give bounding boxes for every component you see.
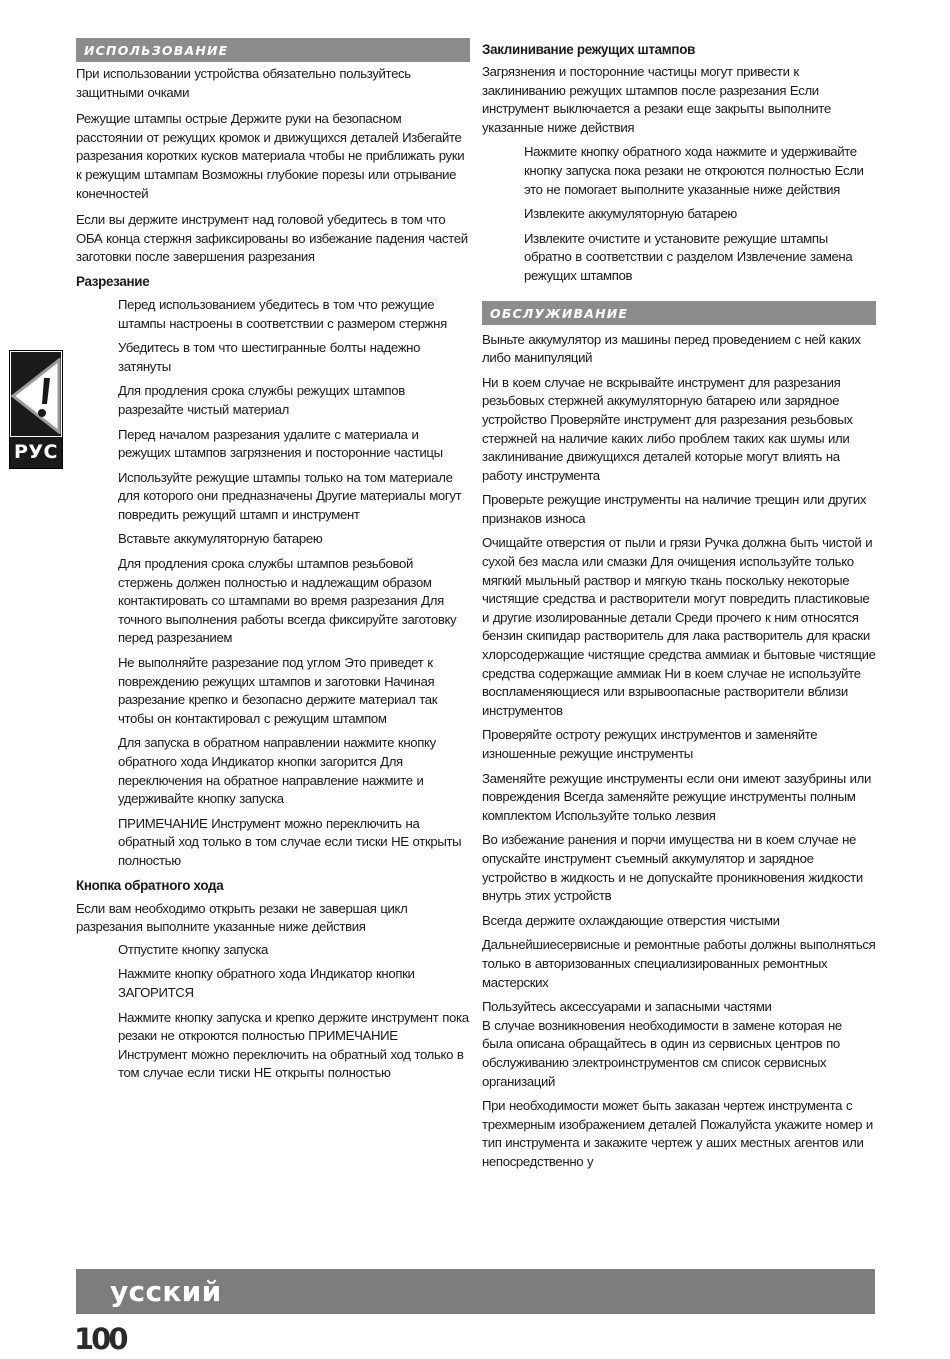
jam-step: Извлеките очистите и установите режущие штампы обратно в соответствии с разделом Извлечение замена режущих штампов — [524, 230, 853, 283]
footer-language-bar — [76, 1269, 875, 1314]
page-number: 100 — [74, 1322, 126, 1356]
maintenance-paragraph: Заменяйте режущие инструменты если они имеют зазубрины или повреждения Всегда заменяйте режущие инструменты полным комплектом Используйте только лезвия — [482, 770, 872, 823]
maintenance-paragraph: Выньте аккумулятор из машины перед проведением с ней каких либо манипуляций — [482, 331, 861, 366]
language-label: РУС — [10, 437, 62, 468]
right-column — [482, 38, 876, 1179]
jam-step: Извлеките аккумуляторную батарею — [524, 206, 737, 222]
jam-step: Нажмите кнопку обратного хода нажмите и удерживайте кнопку запуска пока резаки не откроются полностью Если это не помогает выполните указанные ниже действия — [524, 144, 864, 197]
cutting-step: Не выполняйте разрезание под углом Это приведет к повреждению режущих штампов и заготовки Начиная разрезание крепко и безопасно держите материал так чтобы он контактировал с режущим штампом — [118, 655, 438, 726]
maintenance-paragraph: Дальнейшиесервисные и ремонтные работы должны выполняться только в авторизованных специализированных ремонтных мастерских — [482, 937, 876, 990]
exploded-drawing-text: При необходимости может быть заказан чертеж инструмента с трехмерным изображением деталей Пожалуйста укажите номер и тип инструмента и закажите чертеж у аших местных агентов или непосредственно у — [482, 1098, 873, 1169]
reverse-step: Отпустите кнопку запуска — [118, 941, 269, 957]
usage-paragraph-goggles: При использовании устройства обязательно пользуйтесь защитными очками — [76, 66, 411, 100]
reverse-step: Нажмите кнопку обратного хода Индикатор кнопки ЗАГОРИТСЯ — [118, 966, 415, 1000]
maintenance-paragraph: Проверяйте остроту режущих инструментов и заменяйте изношенные режущие инструменты — [482, 727, 818, 761]
jam-intro: Загрязнения и посторонние частицы могут привести к заклиниванию режущих штампов после разрезания Если инструмент выключается а резаки еще закрыты выполните указанные ниже действия — [482, 64, 831, 135]
maintenance-paragraph: Во избежание ранения и порчи имущества ни в коем случае не опускайте инструмент съемный аккумулятор и зарядное устройство в жидкость и не допускайте проникновения жидкости внутрь этих устройств — [482, 832, 863, 904]
cutting-step: Убедитесь в том что шестигранные болты надежно затянуты — [118, 340, 421, 374]
maintenance-section-heading: ОБСЛУЖИВАНИЕ — [482, 301, 876, 325]
usage-paragraph-overhead: Если вы держите инструмент над головой убедитесь в том что ОБА конца стержня зафиксированы во избежание падения частей заготовки после завершения разрезания — [76, 212, 468, 265]
usage-section-heading: ИСПОЛЬЗОВАНИЕ — [76, 38, 470, 62]
left-column — [76, 38, 470, 1089]
cutting-heading: Разрезание — [76, 273, 150, 289]
reverse-step: Нажмите кнопку запуска и крепко держите инструмент пока резаки не откроются полностью ПРИМЕЧАНИЕ Инструмент можно переключить на обратный ход только в том случае если тиски НЕ открыты полностью — [118, 1009, 469, 1081]
maintenance-paragraph: Ни в коем случае не вскрывайте инструмент для разрезания резьбовых стержней аккумуляторную батарею или зарядное устройство Проверяйте инструмент для разрезания резьбовых стержней на наличие каких либо проблем таких как шумы или заклинивание движущихся деталей которые могут влиять на работу инструмента — [482, 374, 853, 483]
reverse-button-intro: Если вам необходимо открыть резаки не завершая цикл разрезания выполните указанные ниже действия — [76, 900, 408, 935]
cutting-step-reverse: Для запуска в обратном направлении нажмите кнопку обратного хода Индикатор кнопки загорится Для переключения на обратное направление нажмите и удерживайте кнопку запуска — [118, 735, 436, 807]
language-side-tab — [10, 351, 62, 468]
cutting-step: Перед началом разрезания удалите с материала и режущих штампов загрязнения и посторонние частицы — [118, 426, 443, 461]
cutting-step: Перед использованием убедитесь в том что режущие штампы настроены в соответствии с размером стержня — [118, 296, 447, 331]
usage-paragraph-sharp-dies: Режущие штампы острые Держите руки на безопасном расстоянии от режущих кромок и движущихся деталей Избегайте разрезания коротких кусков материала чтобы не приближать руки к режущим штампам Возможны глубокие порезы или отрывание конечностей — [76, 111, 465, 201]
cutting-step: Для продления срока службы режущих штампов разрезайте чистый материал — [118, 383, 405, 417]
accessories-line: Пользуйтесь аксессуарами и запасными частями — [482, 999, 772, 1015]
warning-triangle-icon — [11, 352, 61, 436]
maintenance-paragraph: Проверьте режущие инструменты на наличие трещин или других признаков износа — [482, 492, 867, 526]
maintenance-paragraph: Всегда держите охлаждающие отверстия чистыми — [482, 912, 780, 928]
maintenance-paragraph: Очищайте отверстия от пыли и грязи Ручка должна быть чистой и сухой без масла или смазки Для очищения используйте только мягкий мыльный раствор и мягкую ткань поскольку некоторые чистящие средства и растворители могут повредить пластиковые и другие изолированные детали Среди прочего к ним относятся бензин скипидар растворитель для лака растворитель для краски хлорсодержащие чистящие средства аммиак и бытовые чистящие средства содержащие аммиак Ни в коем случае не используйте воспламеняющиеся или взрывоопасные растворители вблизи инструментов — [482, 535, 876, 718]
cutting-step-reverse-note: ПРИМЕЧАНИЕ Инструмент можно переключить на обратный ход только в том случае если тиски НЕ открыты полностью — [118, 815, 462, 868]
footer-language-title: усский — [110, 1275, 222, 1308]
accessories-text: В случае возникновения необходимости в замене которая не была описана обращайтесь в один из сервисных центров по обслуживанию электроинструментов см список сервисных организаций — [482, 1017, 842, 1089]
jam-heading: Заклинивание режущих штампов — [482, 42, 696, 57]
cutting-step: Для продления срока службы штампов резьбовой стержень должен полностью и надлежащим образом контактировать со штампами во время разрезания Для точного выполнения работы всегда фиксируйте заготовку перед разрезанием — [118, 556, 457, 646]
cutting-step: Используйте режущие штампы только на том материале для которого они предназначены Другие материалы могут повредить режущий штамп и инструмент — [118, 469, 462, 522]
cutting-step: Вставьте аккумуляторную батарею — [118, 531, 323, 547]
reverse-button-heading: Кнопка обратного хода — [76, 877, 224, 893]
